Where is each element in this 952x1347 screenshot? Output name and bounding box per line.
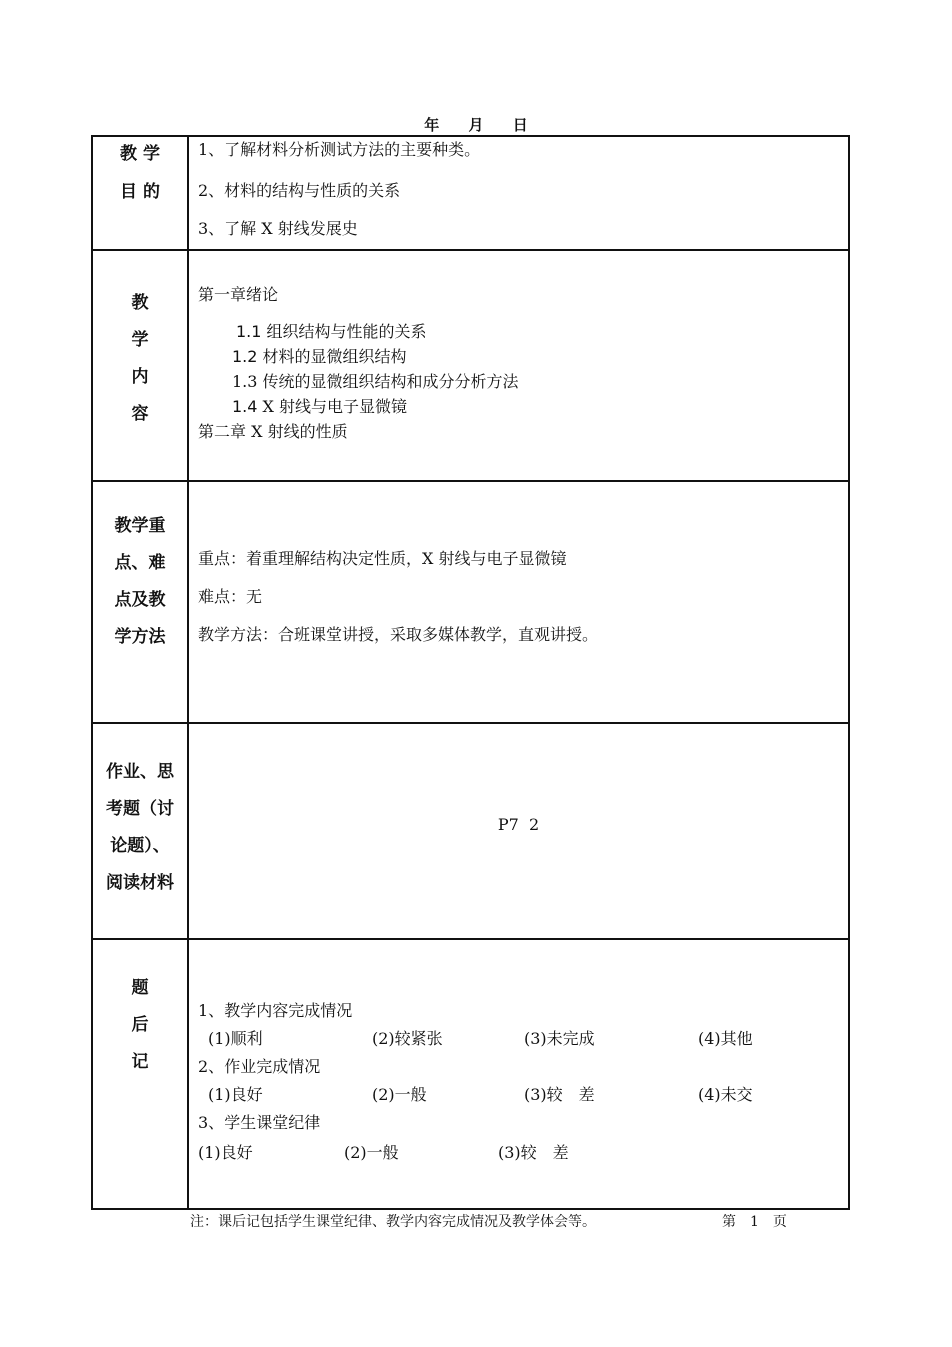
date-day: 日 [512, 116, 528, 134]
chapter-2: 第二章 X 射线的性质 [198, 422, 348, 441]
objectives-row [92, 136, 849, 250]
content-body [188, 250, 849, 481]
keypoints-content [188, 481, 849, 723]
afterclass-content [188, 939, 849, 1209]
question-text: 作业完成情况 [224, 1057, 321, 1076]
section-text: 传统的显微组织结构和成分分析方法 [257, 372, 519, 391]
question-title [198, 1053, 848, 1081]
label-line: 考题（讨 [106, 799, 174, 819]
option[interactable]: (4)其他 [698, 1029, 753, 1048]
keypoints-row [92, 481, 849, 723]
question-text: 学生课堂纪律 [224, 1113, 321, 1132]
objectives-label [92, 136, 188, 250]
objective-item: 2、材料的结构与性质的关系 [198, 181, 401, 200]
option-row [198, 1081, 848, 1109]
afterclass-label [92, 939, 188, 1209]
label-line: 点、难 [114, 553, 166, 573]
option[interactable]: (3)较 差 [498, 1143, 569, 1162]
keypoints-label [92, 481, 188, 723]
option[interactable]: (2)一般 [344, 1143, 399, 1162]
option[interactable]: (1)顺利 [208, 1029, 263, 1048]
label-line: 阅读材料 [106, 873, 174, 893]
label-char: 容 [131, 404, 149, 424]
question-number: 1、 [198, 1001, 225, 1020]
label-char: 后 [131, 1015, 149, 1035]
section-item [189, 307, 848, 344]
homework-label [92, 723, 188, 939]
afterclass-row [92, 939, 849, 1209]
label-char: 学 [131, 330, 149, 350]
content-row [92, 250, 849, 481]
question-title [198, 997, 848, 1025]
keypoint-item: 难点：无 [198, 587, 263, 606]
question-title [198, 1109, 848, 1137]
question-text: 教学内容完成情况 [224, 1001, 353, 1020]
section-item [189, 344, 848, 369]
option-row [198, 1025, 848, 1053]
label-line: 目 的 [120, 182, 160, 202]
label-line: 教学重 [114, 516, 166, 536]
objective-item: 1、了解材料分析测试方法的主要种类。 [198, 140, 481, 159]
label-char: 记 [131, 1052, 149, 1072]
section-text: 组织结构与性能的关系 [261, 322, 427, 341]
option[interactable]: (2)一般 [372, 1085, 427, 1104]
section-text: 材料的显微组织结构 [257, 347, 407, 366]
footnote: 注：课后记包括学生课堂纪律、教学内容完成情况及教学体会等。 [190, 1214, 596, 1230]
label-line: 教 学 [120, 144, 160, 164]
label-line: 论题）、 [110, 836, 170, 856]
label-line: 点及教 [114, 590, 166, 610]
label-char: 内 [131, 367, 149, 387]
option[interactable]: (3)未完成 [524, 1029, 595, 1048]
chapter-1: 第一章绪论 [198, 285, 279, 304]
label-line: 学方法 [114, 627, 166, 647]
option[interactable]: (1)良好 [198, 1143, 253, 1162]
objectives-content [188, 136, 849, 250]
section-item [189, 394, 848, 419]
label-char: 题 [131, 978, 149, 998]
date-year: 年 [424, 116, 440, 134]
date-month: 月 [468, 116, 484, 134]
homework-row [92, 723, 849, 939]
question-number: 2、 [198, 1057, 225, 1076]
option[interactable]: (4)未交 [698, 1085, 753, 1104]
objective-item: 3、了解 X 射线发展史 [198, 219, 358, 238]
lesson-plan-table [91, 135, 850, 1210]
homework-value: P7 2 [497, 814, 540, 834]
homework-content [188, 723, 849, 939]
section-number: 1.4 [232, 397, 258, 416]
label-line: 作业、思 [106, 762, 174, 782]
keypoint-item: 教学方法：合班课堂讲授，采取多媒体教学，直观讲授。 [198, 625, 599, 644]
date-header [0, 114, 952, 135]
option-row [198, 1139, 848, 1167]
page-number: 第 1 页 [722, 1214, 787, 1230]
option[interactable]: (3)较 差 [524, 1085, 595, 1104]
section-number: 1.3 [232, 372, 258, 391]
section-text: X 射线与电子显微镜 [257, 397, 408, 416]
section-number: 1.1 [236, 322, 262, 341]
label-char: 教 [131, 293, 149, 313]
option[interactable]: (1)良好 [208, 1085, 263, 1104]
keypoint-item: 重点：着重理解结构决定性质，X 射线与电子显微镜 [198, 549, 567, 568]
question-number: 3、 [198, 1113, 225, 1132]
section-number: 1.2 [232, 347, 258, 366]
section-item [189, 369, 848, 394]
option[interactable]: (2)较紧张 [372, 1029, 443, 1048]
content-label [92, 250, 188, 481]
